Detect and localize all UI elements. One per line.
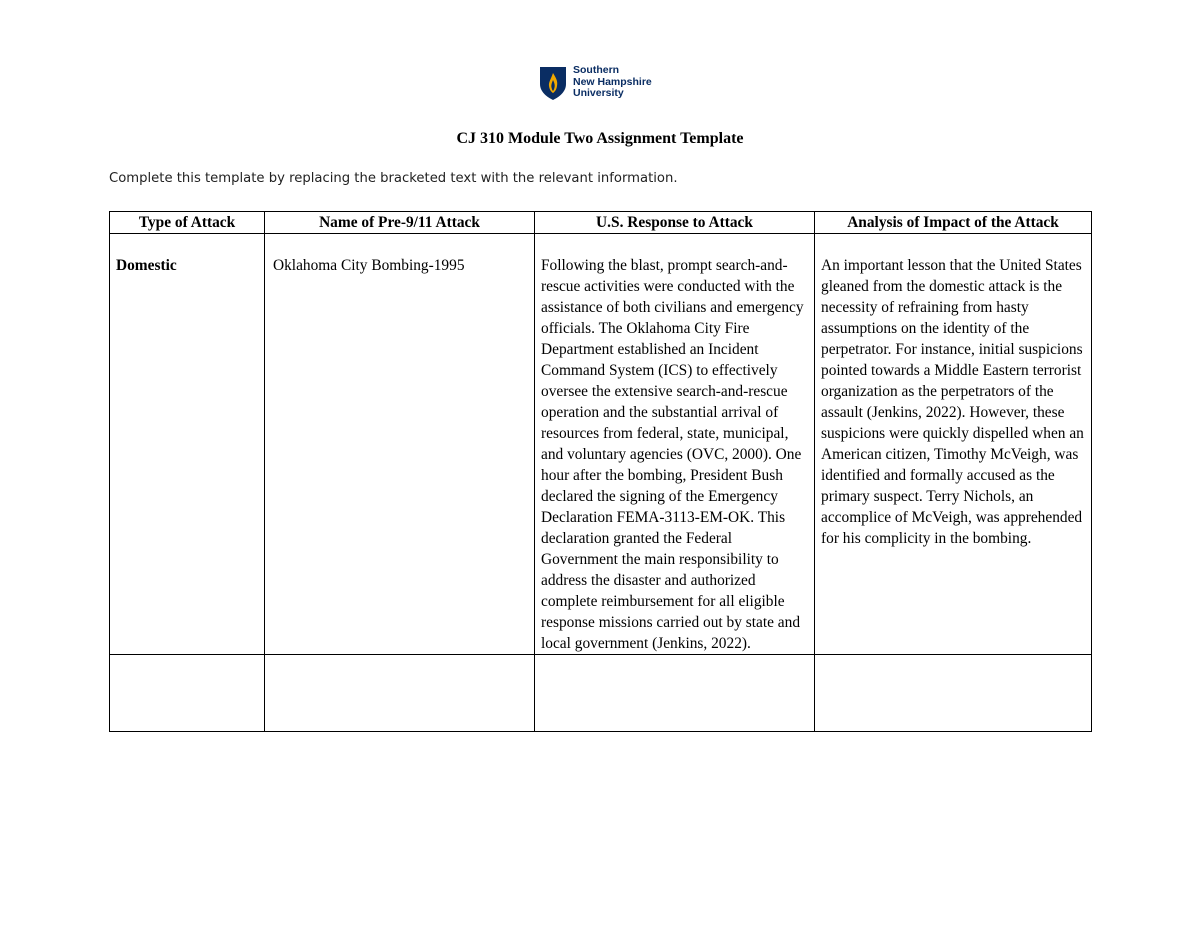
cell-impact-analysis-empty[interactable] [815,655,1092,732]
logo-wordmark [573,65,652,100]
us-response-text: Following the blast, prompt search-and-rescue activities were conducted with the assistance of both civilians and emergency officials. The Oklahoma City Fire Department established an Incident Command System (ICS) to effectively oversee the extensive search-and-rescue operation and the substantial arrival of resources from federal, state, municipal, and voluntary agencies (OVC, 2000). One hour after the bombing, President Bush declared the signing of the Emergency Declaration FEMA-3113-EM-OK. This declaration granted the Federal Government the main responsibility to address the disaster and authorized complete reimbursement for all eligible response missions carried out by state and local government (Jenkins, 2022). [541,257,804,652]
logo-line-3: University [573,87,624,99]
shield-flame-icon [539,66,567,101]
cell-attack-type[interactable] [110,234,265,655]
header-us-response: U.S. Response to Attack [535,212,815,234]
impact-analysis-text: An important lesson that the United States gleaned from the domestic attack is the necessity of refraining from hasty assumptions on the identity of the perpetrator. For instance, initial suspicions pointed towards a Middle Eastern terrorist organization as the perpetrators of the assault (Jenkins, 2022). However, these suspicions were quickly dispelled when an American citizen, Timothy McVeigh, was identified and formally accused as the primary suspect. Terry Nichols, an accomplice of McVeigh, was apprehended for his complicity in the bombing. [821,257,1084,547]
logo-line-2: New Hampshire [573,75,652,88]
header-type-of-attack: Type of Attack [110,212,265,234]
table-row [110,234,1092,655]
document-title: CJ 310 Module Two Assignment Template [456,130,744,147]
attack-name-text: Oklahoma City Bombing-1995 [273,257,465,274]
cell-us-response[interactable] [535,234,815,655]
university-logo [539,66,652,101]
cell-us-response-empty[interactable] [535,655,815,732]
table-header-row [110,212,1092,234]
cell-attack-type-empty[interactable] [110,655,265,732]
header-impact-analysis: Analysis of Impact of the Attack [815,212,1092,234]
logo-line-1: Southern [573,64,620,76]
instructions-text: Complete this template by replacing the bracketed text with the relevant information. [109,171,678,186]
cell-impact-analysis[interactable] [815,234,1092,655]
cell-attack-name[interactable] [265,234,535,655]
table-row [110,655,1092,732]
attack-type-text: Domestic [116,257,177,274]
cell-attack-name-empty[interactable] [265,655,535,732]
header-attack-name: Name of Pre-9/11 Attack [265,212,535,234]
attack-table [109,211,1092,732]
